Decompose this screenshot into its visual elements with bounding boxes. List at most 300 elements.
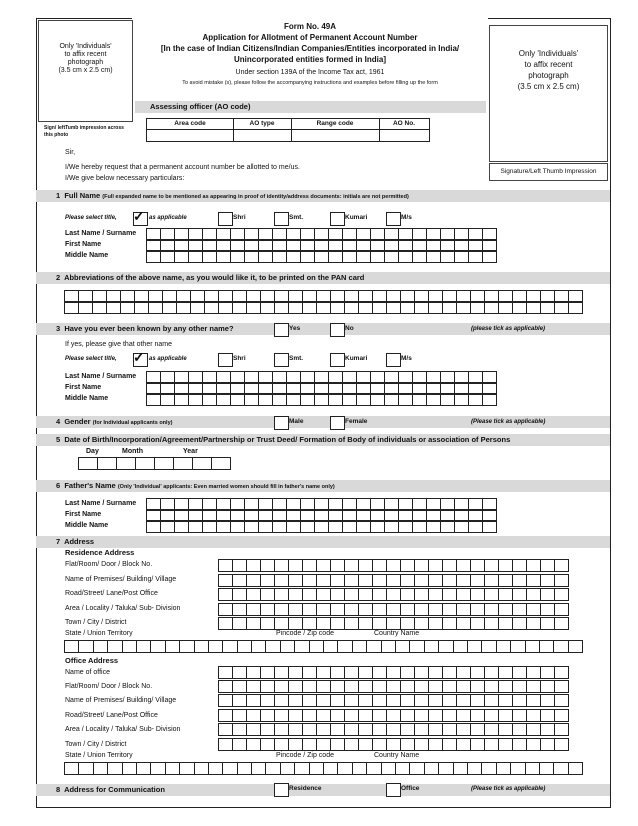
char-cell[interactable] <box>499 724 513 735</box>
char-cell[interactable] <box>303 575 317 586</box>
char-cell[interactable] <box>469 394 483 405</box>
char-cell[interactable] <box>147 521 161 532</box>
char-cell[interactable] <box>317 667 331 678</box>
char-cell[interactable] <box>147 394 161 405</box>
char-cell[interactable] <box>497 763 511 774</box>
char-cell[interactable] <box>289 710 303 721</box>
char-cell[interactable] <box>541 710 555 721</box>
char-cell[interactable] <box>259 251 273 262</box>
char-cell[interactable] <box>457 560 471 571</box>
char-cell[interactable] <box>123 763 137 774</box>
ao-no-input[interactable] <box>380 130 428 141</box>
char-cell[interactable] <box>513 695 527 706</box>
char-cell[interactable] <box>193 458 212 469</box>
char-cell[interactable] <box>527 302 541 313</box>
s8-office-checkbox[interactable] <box>386 783 401 797</box>
char-cell[interactable] <box>413 251 427 262</box>
char-cell[interactable] <box>223 763 237 774</box>
char-cell[interactable] <box>387 575 401 586</box>
char-cell[interactable] <box>401 667 415 678</box>
char-cell[interactable] <box>471 575 485 586</box>
char-cell[interactable] <box>317 575 331 586</box>
char-cell[interactable] <box>485 681 499 692</box>
char-cell[interactable] <box>401 710 415 721</box>
char-cell[interactable] <box>457 618 471 629</box>
res-state-pin-country-grid[interactable] <box>64 640 583 653</box>
char-cell[interactable] <box>427 251 441 262</box>
char-cell[interactable] <box>569 763 583 774</box>
char-cell[interactable] <box>401 739 415 750</box>
char-cell[interactable] <box>443 681 457 692</box>
char-cell[interactable] <box>373 560 387 571</box>
char-cell[interactable] <box>415 695 429 706</box>
char-cell[interactable] <box>415 575 429 586</box>
char-cell[interactable] <box>161 521 175 532</box>
char-cell[interactable] <box>429 618 443 629</box>
char-cell[interactable] <box>359 589 373 600</box>
s5-date-grid[interactable] <box>78 457 231 470</box>
char-cell[interactable] <box>415 681 429 692</box>
char-cell[interactable] <box>247 589 261 600</box>
char-cell[interactable] <box>247 667 261 678</box>
res-premises-grid[interactable] <box>218 574 569 587</box>
char-cell[interactable] <box>266 641 280 652</box>
char-cell[interactable] <box>499 302 513 313</box>
char-cell[interactable] <box>175 521 189 532</box>
char-cell[interactable] <box>233 575 247 586</box>
s1-title-smt-checkbox[interactable] <box>274 212 289 226</box>
char-cell[interactable] <box>191 302 205 313</box>
char-cell[interactable] <box>345 724 359 735</box>
char-cell[interactable] <box>359 695 373 706</box>
char-cell[interactable] <box>554 641 568 652</box>
char-cell[interactable] <box>429 589 443 600</box>
char-cell[interactable] <box>147 251 161 262</box>
char-cell[interactable] <box>345 710 359 721</box>
char-cell[interactable] <box>527 604 541 615</box>
char-cell[interactable] <box>541 575 555 586</box>
char-cell[interactable] <box>261 681 275 692</box>
char-cell[interactable] <box>353 641 367 652</box>
char-cell[interactable] <box>413 521 427 532</box>
char-cell[interactable] <box>485 739 499 750</box>
char-cell[interactable] <box>331 681 345 692</box>
char-cell[interactable] <box>345 667 359 678</box>
char-cell[interactable] <box>569 302 583 313</box>
char-cell[interactable] <box>429 681 443 692</box>
char-cell[interactable] <box>513 575 527 586</box>
char-cell[interactable] <box>65 302 79 313</box>
char-cell[interactable] <box>357 394 371 405</box>
s3-yes-checkbox[interactable] <box>274 323 289 337</box>
char-cell[interactable] <box>429 575 443 586</box>
char-cell[interactable] <box>353 763 367 774</box>
char-cell[interactable] <box>367 763 381 774</box>
char-cell[interactable] <box>233 695 247 706</box>
char-cell[interactable] <box>245 251 259 262</box>
char-cell[interactable] <box>180 763 194 774</box>
char-cell[interactable] <box>331 710 345 721</box>
char-cell[interactable] <box>527 681 541 692</box>
char-cell[interactable] <box>233 618 247 629</box>
char-cell[interactable] <box>527 739 541 750</box>
char-cell[interactable] <box>401 560 415 571</box>
char-cell[interactable] <box>209 763 223 774</box>
char-cell[interactable] <box>247 695 261 706</box>
char-cell[interactable] <box>281 763 295 774</box>
char-cell[interactable] <box>415 618 429 629</box>
char-cell[interactable] <box>121 302 135 313</box>
char-cell[interactable] <box>555 739 569 750</box>
char-cell[interactable] <box>217 521 231 532</box>
s3-no-checkbox[interactable] <box>330 323 345 337</box>
char-cell[interactable] <box>443 589 457 600</box>
off-premises-grid[interactable] <box>218 694 569 707</box>
char-cell[interactable] <box>331 739 345 750</box>
char-cell[interactable] <box>373 724 387 735</box>
char-cell[interactable] <box>457 667 471 678</box>
char-cell[interactable] <box>345 560 359 571</box>
char-cell[interactable] <box>266 763 280 774</box>
char-cell[interactable] <box>149 302 163 313</box>
char-cell[interactable] <box>329 251 343 262</box>
char-cell[interactable] <box>247 302 261 313</box>
char-cell[interactable] <box>555 589 569 600</box>
char-cell[interactable] <box>439 763 453 774</box>
char-cell[interactable] <box>499 560 513 571</box>
char-cell[interactable] <box>303 604 317 615</box>
char-cell[interactable] <box>166 763 180 774</box>
char-cell[interactable] <box>359 575 373 586</box>
char-cell[interactable] <box>289 739 303 750</box>
char-cell[interactable] <box>289 618 303 629</box>
char-cell[interactable] <box>219 681 233 692</box>
char-cell[interactable] <box>415 667 429 678</box>
char-cell[interactable] <box>261 589 275 600</box>
char-cell[interactable] <box>485 724 499 735</box>
char-cell[interactable] <box>541 667 555 678</box>
char-cell[interactable] <box>485 560 499 571</box>
char-cell[interactable] <box>331 589 345 600</box>
char-cell[interactable] <box>231 394 245 405</box>
char-cell[interactable] <box>457 589 471 600</box>
s3-title-ms-checkbox[interactable] <box>386 353 401 367</box>
char-cell[interactable] <box>317 302 331 313</box>
char-cell[interactable] <box>513 724 527 735</box>
char-cell[interactable] <box>79 302 93 313</box>
char-cell[interactable] <box>457 302 471 313</box>
char-cell[interactable] <box>555 618 569 629</box>
char-cell[interactable] <box>371 394 385 405</box>
char-cell[interactable] <box>485 589 499 600</box>
char-cell[interactable] <box>217 394 231 405</box>
char-cell[interactable] <box>275 681 289 692</box>
res-road-grid[interactable] <box>218 588 569 601</box>
char-cell[interactable] <box>317 739 331 750</box>
char-cell[interactable] <box>471 618 485 629</box>
char-cell[interactable] <box>468 763 482 774</box>
char-cell[interactable] <box>203 394 217 405</box>
char-cell[interactable] <box>163 302 177 313</box>
char-cell[interactable] <box>443 739 457 750</box>
char-cell[interactable] <box>343 394 357 405</box>
char-cell[interactable] <box>136 458 155 469</box>
char-cell[interactable] <box>527 618 541 629</box>
char-cell[interactable] <box>345 618 359 629</box>
char-cell[interactable] <box>289 667 303 678</box>
off-road-grid[interactable] <box>218 709 569 722</box>
char-cell[interactable] <box>429 667 443 678</box>
char-cell[interactable] <box>233 667 247 678</box>
char-cell[interactable] <box>331 604 345 615</box>
s6-middle-name-grid[interactable] <box>146 520 497 533</box>
char-cell[interactable] <box>527 695 541 706</box>
char-cell[interactable] <box>387 604 401 615</box>
char-cell[interactable] <box>555 710 569 721</box>
char-cell[interactable] <box>94 763 108 774</box>
char-cell[interactable] <box>329 394 343 405</box>
char-cell[interactable] <box>331 575 345 586</box>
res-town-grid[interactable] <box>218 617 569 630</box>
char-cell[interactable] <box>513 560 527 571</box>
char-cell[interactable] <box>399 394 413 405</box>
res-area-grid[interactable] <box>218 603 569 616</box>
char-cell[interactable] <box>443 724 457 735</box>
char-cell[interactable] <box>317 618 331 629</box>
char-cell[interactable] <box>303 618 317 629</box>
char-cell[interactable] <box>554 763 568 774</box>
char-cell[interactable] <box>401 575 415 586</box>
char-cell[interactable] <box>373 681 387 692</box>
char-cell[interactable] <box>485 575 499 586</box>
char-cell[interactable] <box>527 589 541 600</box>
char-cell[interactable] <box>415 724 429 735</box>
char-cell[interactable] <box>471 604 485 615</box>
char-cell[interactable] <box>317 724 331 735</box>
char-cell[interactable] <box>177 302 191 313</box>
char-cell[interactable] <box>245 394 259 405</box>
char-cell[interactable] <box>399 521 413 532</box>
char-cell[interactable] <box>471 695 485 706</box>
char-cell[interactable] <box>441 521 455 532</box>
char-cell[interactable] <box>261 575 275 586</box>
char-cell[interactable] <box>343 251 357 262</box>
char-cell[interactable] <box>359 560 373 571</box>
char-cell[interactable] <box>499 739 513 750</box>
char-cell[interactable] <box>382 763 396 774</box>
char-cell[interactable] <box>555 575 569 586</box>
char-cell[interactable] <box>555 681 569 692</box>
char-cell[interactable] <box>457 739 471 750</box>
s1-middle-name-grid[interactable] <box>146 250 497 263</box>
char-cell[interactable] <box>238 641 252 652</box>
char-cell[interactable] <box>483 251 497 262</box>
char-cell[interactable] <box>151 641 165 652</box>
char-cell[interactable] <box>427 394 441 405</box>
char-cell[interactable] <box>273 521 287 532</box>
char-cell[interactable] <box>499 695 513 706</box>
char-cell[interactable] <box>231 251 245 262</box>
char-cell[interactable] <box>252 641 266 652</box>
char-cell[interactable] <box>499 710 513 721</box>
char-cell[interactable] <box>387 302 401 313</box>
char-cell[interactable] <box>189 251 203 262</box>
char-cell[interactable] <box>526 763 540 774</box>
char-cell[interactable] <box>315 251 329 262</box>
char-cell[interactable] <box>359 667 373 678</box>
char-cell[interactable] <box>135 302 149 313</box>
char-cell[interactable] <box>287 251 301 262</box>
char-cell[interactable] <box>345 575 359 586</box>
char-cell[interactable] <box>443 618 457 629</box>
char-cell[interactable] <box>443 710 457 721</box>
char-cell[interactable] <box>287 394 301 405</box>
char-cell[interactable] <box>94 641 108 652</box>
char-cell[interactable] <box>455 521 469 532</box>
char-cell[interactable] <box>429 739 443 750</box>
char-cell[interactable] <box>373 667 387 678</box>
char-cell[interactable] <box>429 724 443 735</box>
char-cell[interactable] <box>373 575 387 586</box>
char-cell[interactable] <box>415 739 429 750</box>
char-cell[interactable] <box>275 575 289 586</box>
char-cell[interactable] <box>429 710 443 721</box>
char-cell[interactable] <box>108 641 122 652</box>
char-cell[interactable] <box>180 641 194 652</box>
char-cell[interactable] <box>295 641 309 652</box>
char-cell[interactable] <box>471 681 485 692</box>
char-cell[interactable] <box>454 763 468 774</box>
char-cell[interactable] <box>457 695 471 706</box>
char-cell[interactable] <box>373 695 387 706</box>
char-cell[interactable] <box>359 302 373 313</box>
char-cell[interactable] <box>310 763 324 774</box>
char-cell[interactable] <box>443 695 457 706</box>
char-cell[interactable] <box>233 681 247 692</box>
char-cell[interactable] <box>217 251 231 262</box>
char-cell[interactable] <box>79 458 98 469</box>
char-cell[interactable] <box>301 521 315 532</box>
char-cell[interactable] <box>429 302 443 313</box>
char-cell[interactable] <box>331 560 345 571</box>
char-cell[interactable] <box>541 695 555 706</box>
char-cell[interactable] <box>289 560 303 571</box>
s1-title-ms-checkbox[interactable] <box>386 212 401 226</box>
char-cell[interactable] <box>303 302 317 313</box>
char-cell[interactable] <box>443 667 457 678</box>
char-cell[interactable] <box>301 394 315 405</box>
char-cell[interactable] <box>425 641 439 652</box>
char-cell[interactable] <box>401 724 415 735</box>
char-cell[interactable] <box>541 560 555 571</box>
char-cell[interactable] <box>399 251 413 262</box>
char-cell[interactable] <box>79 763 93 774</box>
char-cell[interactable] <box>345 681 359 692</box>
char-cell[interactable] <box>527 560 541 571</box>
char-cell[interactable] <box>317 589 331 600</box>
char-cell[interactable] <box>247 710 261 721</box>
char-cell[interactable] <box>540 763 554 774</box>
char-cell[interactable] <box>359 681 373 692</box>
char-cell[interactable] <box>441 251 455 262</box>
char-cell[interactable] <box>289 589 303 600</box>
char-cell[interactable] <box>303 560 317 571</box>
char-cell[interactable] <box>331 302 345 313</box>
photo-box-right[interactable] <box>489 25 608 162</box>
char-cell[interactable] <box>371 251 385 262</box>
off-area-grid[interactable] <box>218 723 569 736</box>
char-cell[interactable] <box>471 589 485 600</box>
s2-abbreviation-grid-2[interactable] <box>64 301 583 314</box>
char-cell[interactable] <box>357 521 371 532</box>
char-cell[interactable] <box>511 641 525 652</box>
char-cell[interactable] <box>401 695 415 706</box>
char-cell[interactable] <box>233 724 247 735</box>
char-cell[interactable] <box>219 589 233 600</box>
char-cell[interactable] <box>195 763 209 774</box>
char-cell[interactable] <box>359 604 373 615</box>
char-cell[interactable] <box>310 641 324 652</box>
char-cell[interactable] <box>569 641 583 652</box>
char-cell[interactable] <box>387 739 401 750</box>
char-cell[interactable] <box>247 560 261 571</box>
char-cell[interactable] <box>482 641 496 652</box>
char-cell[interactable] <box>317 560 331 571</box>
char-cell[interactable] <box>303 739 317 750</box>
char-cell[interactable] <box>238 763 252 774</box>
char-cell[interactable] <box>247 724 261 735</box>
char-cell[interactable] <box>324 763 338 774</box>
char-cell[interactable] <box>357 251 371 262</box>
char-cell[interactable] <box>541 604 555 615</box>
char-cell[interactable] <box>555 560 569 571</box>
char-cell[interactable] <box>373 302 387 313</box>
char-cell[interactable] <box>289 695 303 706</box>
char-cell[interactable] <box>359 618 373 629</box>
char-cell[interactable] <box>485 604 499 615</box>
char-cell[interactable] <box>499 681 513 692</box>
char-cell[interactable] <box>166 641 180 652</box>
char-cell[interactable] <box>315 394 329 405</box>
char-cell[interactable] <box>471 302 485 313</box>
char-cell[interactable] <box>385 521 399 532</box>
char-cell[interactable] <box>98 458 117 469</box>
char-cell[interactable] <box>219 302 233 313</box>
char-cell[interactable] <box>541 739 555 750</box>
char-cell[interactable] <box>359 710 373 721</box>
char-cell[interactable] <box>303 667 317 678</box>
char-cell[interactable] <box>301 251 315 262</box>
char-cell[interactable] <box>367 641 381 652</box>
char-cell[interactable] <box>233 589 247 600</box>
s3-title-kumari-checkbox[interactable] <box>330 353 345 367</box>
char-cell[interactable] <box>205 302 219 313</box>
char-cell[interactable] <box>275 604 289 615</box>
char-cell[interactable] <box>373 604 387 615</box>
s3-title-smt-checkbox[interactable] <box>274 353 289 367</box>
char-cell[interactable] <box>209 641 223 652</box>
char-cell[interactable] <box>219 739 233 750</box>
char-cell[interactable] <box>485 695 499 706</box>
char-cell[interactable] <box>233 739 247 750</box>
char-cell[interactable] <box>513 667 527 678</box>
char-cell[interactable] <box>387 618 401 629</box>
res-flat-grid[interactable] <box>218 559 569 572</box>
char-cell[interactable] <box>387 667 401 678</box>
char-cell[interactable] <box>382 641 396 652</box>
char-cell[interactable] <box>555 302 569 313</box>
s4-female-checkbox[interactable] <box>330 416 345 430</box>
